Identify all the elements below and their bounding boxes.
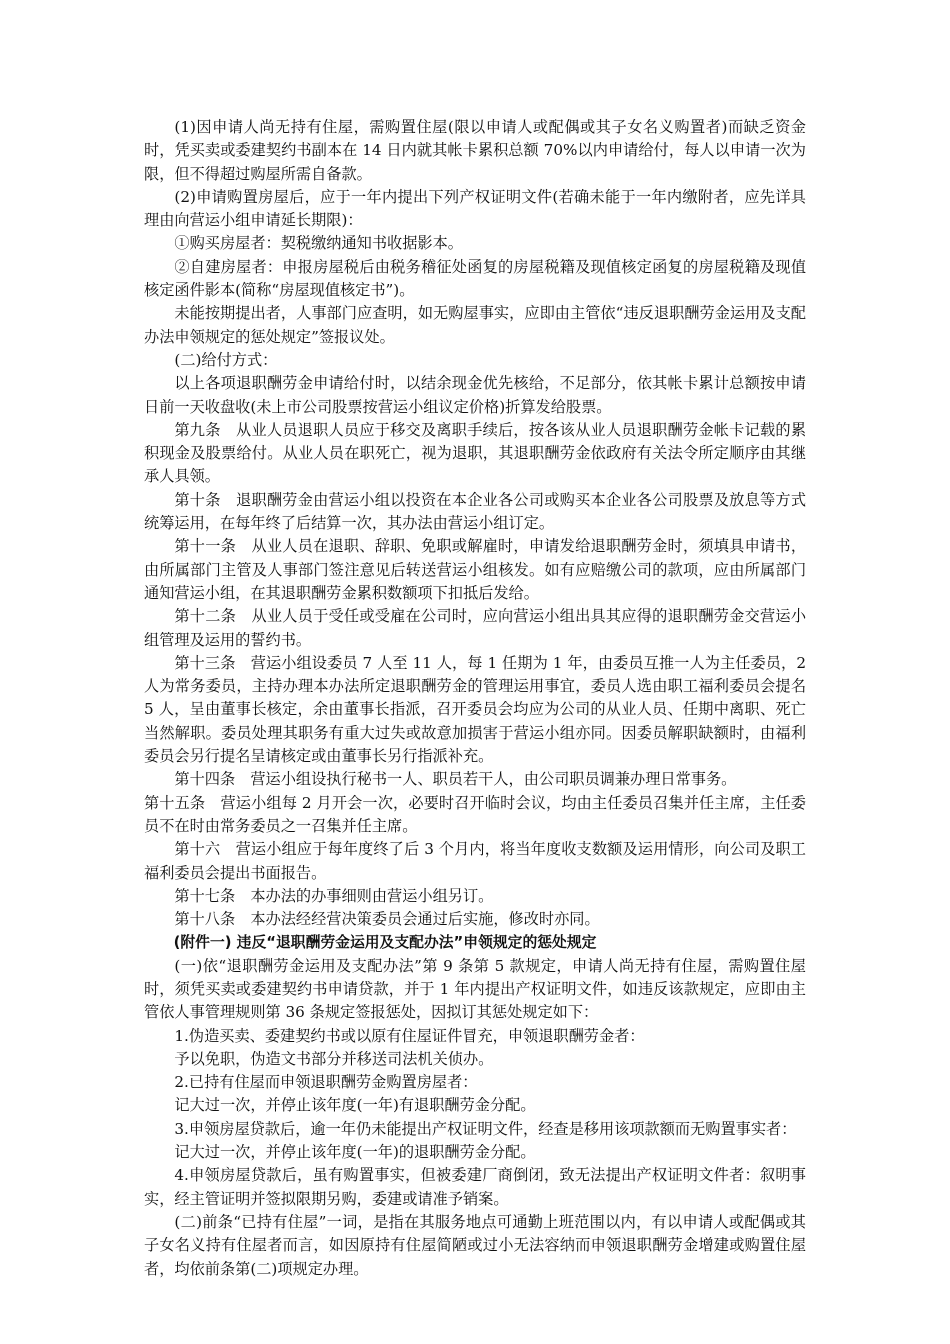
appendix-heading: (附件一) 违反“退职酬劳金运用及支配办法”申领规定的惩处规定 — [173, 934, 597, 952]
paragraph-2: (2)申请购置房屋后，应于一年内提出下列产权证明文件(若确未能于一年内缴附者，应先详具理由向营运小组申请延长期限)： — [144, 187, 806, 230]
paragraph-3: ①购买房屋者：契税缴纳通知书收据影本。 — [174, 234, 463, 253]
article-12: 第十二条 从业人员于受任或受雇在公司时，应向营运小组出具其应得的退职酬劳金交营运小组管理及运用的誓约书。 — [144, 607, 806, 649]
appendix-item-1: 1.伪造买卖、委建契约书或以原有住屋证件冒充，申领退职酬劳金者： — [174, 1026, 645, 1045]
article-13: 第十三条 营运小组设委员 7 人至 11 人，每 1 任期为 1 年，由委员互推一人为主任委员，2 人为常务委员，主持办理本办法所定退职酬劳金的管理运用事宜，委员人选由职工福利委员会提名 5 人，呈由董事长核定，余由董事长指派，召开委员会均应为公司的从业人员、任期中离职、死亡当然解职。委员处理其职务有重大过失或故意加损害于营运小组亦同。因委员解职缺额时，由福利委员会另行提名呈请核定或由董事长另行指派补充。 — [144, 653, 806, 766]
article-16: 第十六 营运小组应于每年度终了后 3 个月内，将当年度收支数额及运用情形，向公司及职工福利委员会提出书面报告。 — [144, 840, 806, 882]
article-10: 第十条 退职酬劳金由营运小组以投资在本企业各公司或购买本企业各公司股票及放息等方式统筹运用，在每年终了后结算一次，其办法由营运小组订定。 — [144, 490, 806, 533]
article-17: 第十七条 本办法的办事细则由营运小组另订。 — [174, 886, 494, 905]
paragraph-5: 未能按期提出者，人事部门应查明，如无购屋事实，应即由主管依“违反退职酬劳金运用及支配办法申领规定的惩处规定”签报议处。 — [144, 304, 806, 346]
paragraph-4: ②自建房屋者：申报房屋税后由税务稽征处函复的房屋税籍及现值核定函复的房屋税籍及现值核定函件影本(简称“房屋现值核定书”)。 — [144, 257, 806, 300]
paragraph-6: (二)给付方式： — [174, 350, 278, 369]
article-14: 第十四条 营运小组设执行秘书一人、职员若干人，由公司职员调兼办理日常事务。 — [174, 770, 737, 789]
appendix-paragraph-2: (二)前条“已持有住屋”一词，是指在其服务地点可通勤上班范围以内，有以申请人或配偶或其子女名义持有住屋者而言，如因原持有住屋简陋或过小无法容纳而申领退职酬劳金增建或购置住屋者，均依前条第(二)项规定办理。 — [144, 1212, 806, 1278]
appendix-item-3: 3.申领房屋贷款后，逾一年仍未能提出产权证明文件，经查是移用该项款额而无购置事实者： — [174, 1119, 797, 1138]
article-18: 第十八条 本办法经经营决策委员会通过后实施，修改时亦同。 — [174, 910, 600, 929]
appendix-item-3-penalty: 记大过一次，并停止该年度(一年)的退职酬劳金分配。 — [174, 1143, 536, 1162]
paragraph-7: 以上各项退职酬劳金申请给付时，以结余现金优先核给，不足部分，依其帐卡累计总额按申请日前一天收盘收(未上市公司股票按营运小组议定价格)折算发给股票。 — [144, 374, 806, 416]
appendix-item-4: 4.申领房屋贷款后，虽有购置事实，但被委建厂商倒闭，致无法提出产权证明文件者：叙明事实，经主管证明并签拟限期另购，委建或请准予销案。 — [144, 1166, 806, 1208]
document-page — [144, 116, 806, 1281]
article-9: 第九条 从业人员退职人员应于移交及离职手续后，按各该从业人员退职酬劳金帐卡记载的累积现金及股票给付。从业人员在职死亡，视为退职，其退职酬劳金依政府有关法令所定顺序由其继承人具领。 — [144, 420, 806, 486]
article-15: 第十五条 营运小组每 2 月开会一次，必要时召开临时会议，均由主任委员召集并任主席，主任委员不在时由常务委员之一召集并任主席。 — [144, 793, 806, 835]
paragraph-1: (1)因申请人尚无持有住屋，需购置住屋(限以申请人或配偶或其子女名义购置者)而缺乏资金时，凭买卖或委建契约书副本在 14 日内就其帐卡累积总额 70%以内申请给付，每人以申请一次为限，但不得超过购屋所需自备款。 — [144, 118, 806, 183]
appendix-item-2: 2.已持有住屋而申领退职酬劳金购置房屋者： — [174, 1073, 478, 1092]
appendix-item-1-penalty: 予以免职，伪造文书部分并移送司法机关侦办。 — [174, 1049, 494, 1068]
appendix-paragraph-1: (一)依“退职酬劳金运用及支配办法”第 9 条第 5 款规定，申请人尚无持有住屋，需购置住屋时，须凭买卖或委建契约书申请贷款，并于 1 年内提出产权证明文件，如违反该款规定，应即由主管依人事管理规则第 36 条规定签报惩处，因拟订其惩处规定如下： — [144, 956, 806, 1022]
article-11: 第十一条 从业人员在退职、辞职、免职或解雇时，申请发给退职酬劳金时，须填具申请书，由所属部门主管及人事部门签注意见后转送营运小组核发。如有应赔缴公司的款项，应由所属部门通知营运小组，在其退职酬劳金累积数额项下扣抵后发给。 — [144, 537, 806, 602]
appendix-item-2-penalty: 记大过一次，并停止该年度(一年)有退职酬劳金分配。 — [174, 1096, 536, 1115]
